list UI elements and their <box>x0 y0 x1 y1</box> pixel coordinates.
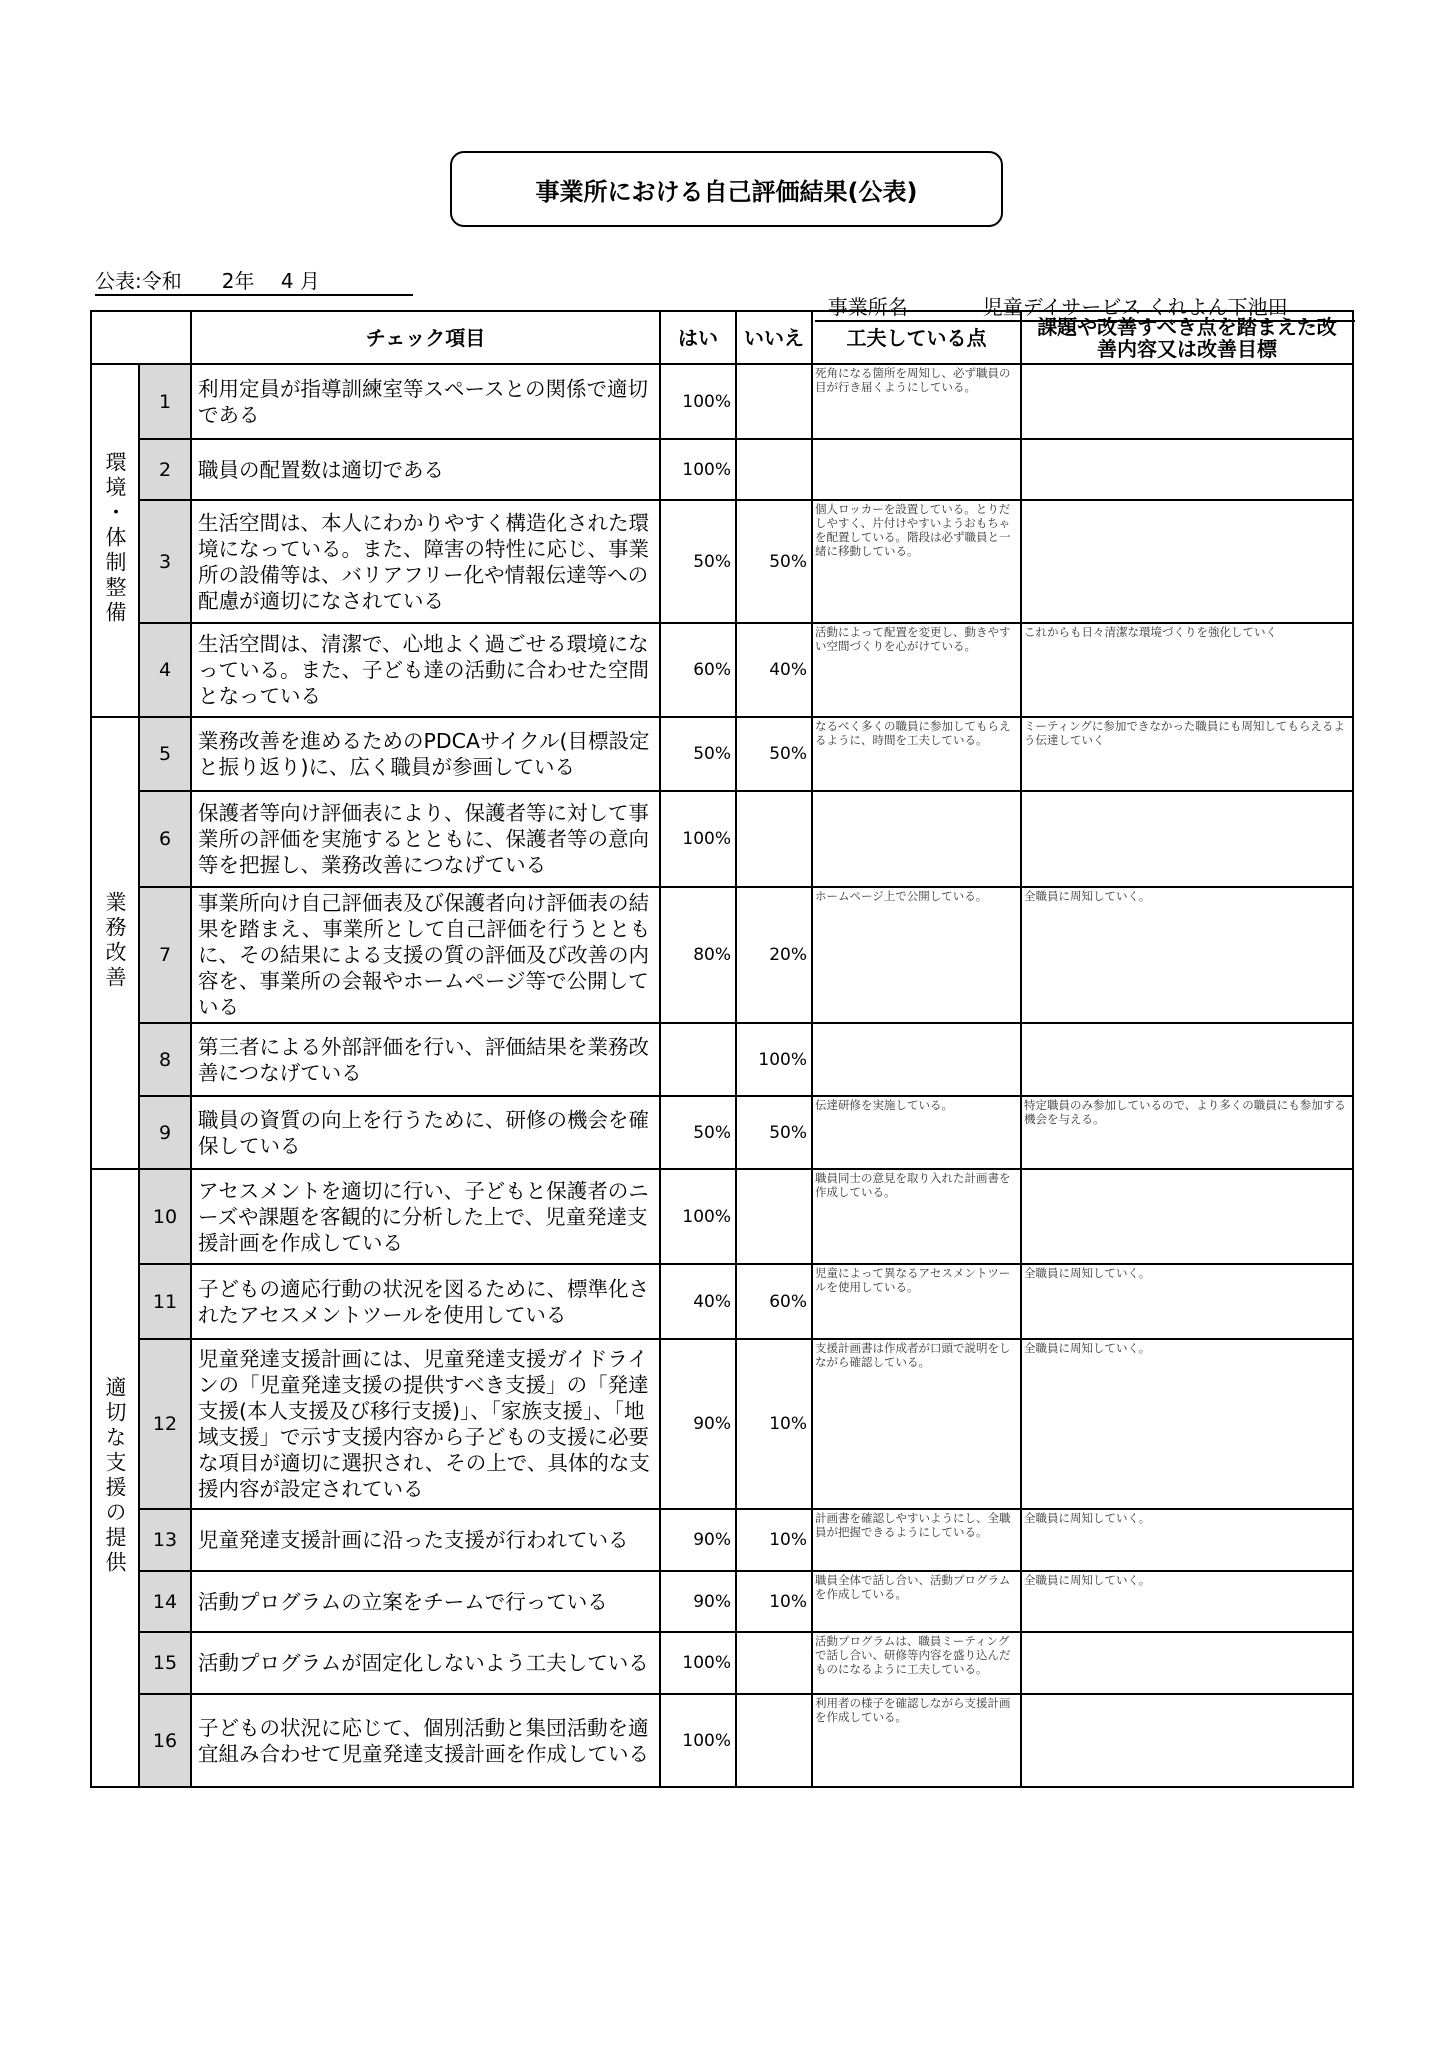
effort-note: なるべく多くの職員に参加してもらえるように、時間を工夫している。 <box>812 717 1021 791</box>
page-title: 事業所における自己評価結果(公表) <box>450 151 1003 227</box>
effort-note: 職員同士の意見を取り入れた計画書を作成している。 <box>812 1169 1021 1264</box>
category-cell <box>91 717 139 1169</box>
check-item: 第三者による外部評価を行い、評価結果を業務改善につなげている <box>191 1023 660 1096</box>
check-item: 活動プログラムが固定化しないよう工夫している <box>191 1632 660 1694</box>
effort-note: 計画書を確認しやすいようにし、全職員が把握できるようにしている。 <box>812 1509 1021 1571</box>
yes-pct: 40% <box>660 1264 736 1339</box>
issue-note: 全職員に周知していく。 <box>1021 887 1353 1023</box>
no-header: いいえ <box>736 311 812 364</box>
corner-cell <box>91 311 191 364</box>
row-number: 12 <box>139 1339 191 1509</box>
check-item: 利用定員が指導訓練室等スペースとの関係で適切である <box>191 364 660 439</box>
table-row <box>91 1264 1353 1339</box>
no-pct: 10% <box>736 1509 812 1571</box>
issue-note <box>1021 439 1353 500</box>
effort-note: 活動によって配置を変更し、動きやすい空間づくりを心がけている。 <box>812 623 1021 717</box>
table-row <box>91 791 1353 887</box>
yes-pct: 100% <box>660 1632 736 1694</box>
yes-pct: 100% <box>660 1694 736 1787</box>
issue-note <box>1021 500 1353 623</box>
yes-pct: 90% <box>660 1571 736 1632</box>
table-row <box>91 1096 1353 1169</box>
table-row <box>91 500 1353 623</box>
effort-note: 活動プログラムは、職員ミーティングで話し合い、研修等内容を盛り込んだものになるように工夫している。 <box>812 1632 1021 1694</box>
no-pct: 100% <box>736 1023 812 1096</box>
row-number: 2 <box>139 439 191 500</box>
category-cell <box>91 364 139 717</box>
category-cell <box>91 1169 139 1787</box>
issue-note <box>1021 1169 1353 1264</box>
category-label: 環境・体制整備 <box>103 451 127 626</box>
office-name: 児童デイサービス くれよん下池田 <box>982 295 1288 319</box>
row-number: 1 <box>139 364 191 439</box>
no-pct: 20% <box>736 887 812 1023</box>
check-item: 活動プログラムの立案をチームで行っている <box>191 1571 660 1632</box>
issue-note: 全職員に周知していく。 <box>1021 1339 1353 1509</box>
no-pct: 60% <box>736 1264 812 1339</box>
check-item: 職員の配置数は適切である <box>191 439 660 500</box>
no-pct <box>736 791 812 887</box>
yes-pct: 100% <box>660 439 736 500</box>
issue-note: これからも日々清潔な環境づくりを強化していく <box>1021 623 1353 717</box>
publish-date: 公表:令和 2年 4 月 <box>95 268 413 296</box>
check-item: 子どもの状況に応じて、個別活動と集団活動を適宜組み合わせて児童発達支援計画を作成している <box>191 1694 660 1787</box>
effort-note: 個人ロッカーを設置している。とりだしやすく、片付けやすいようおもちゃを配置している。階段は必ず職員と一緒に移動している。 <box>812 500 1021 623</box>
row-number: 8 <box>139 1023 191 1096</box>
row-number: 7 <box>139 887 191 1023</box>
yes-pct <box>660 1023 736 1096</box>
table-row <box>91 364 1353 439</box>
check-item: 事業所向け自己評価表及び保護者向け評価表の結果を踏まえ、事業所として自己評価を行うとともに、その結果による支援の質の評価及び改善の内容を、事業所の会報やホームページ等で公開している <box>191 887 660 1023</box>
effort-note: 利用者の様子を確認しながら支援計画を作成している。 <box>812 1694 1021 1787</box>
table-row <box>91 439 1353 500</box>
effort-note <box>812 791 1021 887</box>
issue-note: 全職員に周知していく。 <box>1021 1571 1353 1632</box>
check-header: チェック項目 <box>191 311 660 364</box>
table-header-row <box>91 311 1353 364</box>
row-number: 10 <box>139 1169 191 1264</box>
row-number: 13 <box>139 1509 191 1571</box>
table-row <box>91 1169 1353 1264</box>
issue-note: 全職員に周知していく。 <box>1021 1509 1353 1571</box>
check-item: 児童発達支援計画に沿った支援が行われている <box>191 1509 660 1571</box>
check-item: アセスメントを適切に行い、子どもと保護者のニーズや課題を客観的に分析した上で、児童発達支援計画を作成している <box>191 1169 660 1264</box>
no-pct <box>736 1169 812 1264</box>
row-number: 6 <box>139 791 191 887</box>
table-row <box>91 717 1353 791</box>
issue-note: ミーティングに参加できなかった職員にも周知してもらえるよう伝達していく <box>1021 717 1353 791</box>
no-pct: 10% <box>736 1571 812 1632</box>
no-pct: 50% <box>736 717 812 791</box>
yes-pct: 100% <box>660 1169 736 1264</box>
table-row <box>91 1571 1353 1632</box>
row-number: 11 <box>139 1264 191 1339</box>
table-row <box>91 1509 1353 1571</box>
row-number: 3 <box>139 500 191 623</box>
table-row <box>91 623 1353 717</box>
yes-pct: 100% <box>660 364 736 439</box>
yes-pct: 50% <box>660 1096 736 1169</box>
row-number: 5 <box>139 717 191 791</box>
no-pct <box>736 1694 812 1787</box>
issue-note <box>1021 1694 1353 1787</box>
check-item: 生活空間は、清潔で、心地よく過ごせる環境になっている。また、子ども達の活動に合わせた空間となっている <box>191 623 660 717</box>
issues-header: 課題や改善すべき点を踏まえた改善内容又は改善目標 <box>1021 311 1353 364</box>
issue-note <box>1021 1632 1353 1694</box>
row-number: 16 <box>139 1694 191 1787</box>
effort-note <box>812 439 1021 500</box>
check-item: 業務改善を進めるためのPDCAサイクル(目標設定と振り返り)に、広く職員が参画している <box>191 717 660 791</box>
no-pct <box>736 1632 812 1694</box>
issue-note: 特定職員のみ参加しているので、より多くの職員にも参加する機会を与える。 <box>1021 1096 1353 1169</box>
effort-header: 工夫している点 <box>812 311 1021 364</box>
row-number: 14 <box>139 1571 191 1632</box>
effort-note: 児童によって異なるアセスメントツールを使用している。 <box>812 1264 1021 1339</box>
issue-note <box>1021 1023 1353 1096</box>
table-row <box>91 887 1353 1023</box>
office-label: 事業所名 <box>827 295 908 319</box>
evaluation-table <box>90 310 1354 1788</box>
issue-note: 全職員に周知していく。 <box>1021 1264 1353 1339</box>
no-pct: 50% <box>736 500 812 623</box>
row-number: 4 <box>139 623 191 717</box>
check-item: 児童発達支援計画には、児童発達支援ガイドラインの「児童発達支援の提供すべき支援」の「発達支援(本人支援及び移行支援)」、「家族支援」、「地域支援」で示す支援内容から子どもの支援に必要な項目が適切に選択され、その上で、具体的な支援内容が設定されている <box>191 1339 660 1509</box>
yes-pct: 80% <box>660 887 736 1023</box>
row-number: 15 <box>139 1632 191 1694</box>
effort-note <box>812 1023 1021 1096</box>
yes-pct: 90% <box>660 1509 736 1571</box>
check-item: 職員の資質の向上を行うために、研修の機会を確保している <box>191 1096 660 1169</box>
no-pct: 10% <box>736 1339 812 1509</box>
category-label: 業務改善 <box>103 891 127 991</box>
no-pct: 50% <box>736 1096 812 1169</box>
check-item: 生活空間は、本人にわかりやすく構造化された環境になっている。また、障害の特性に応じ、事業所の設備等は、バリアフリー化や情報伝達等への配慮が適切になされている <box>191 500 660 623</box>
issue-note <box>1021 364 1353 439</box>
check-item: 保護者等向け評価表により、保護者等に対して事業所の評価を実施するとともに、保護者等の意向等を把握し、業務改善につなげている <box>191 791 660 887</box>
row-number: 9 <box>139 1096 191 1169</box>
effort-note: ホームページ上で公開している。 <box>812 887 1021 1023</box>
table-row <box>91 1694 1353 1787</box>
yes-pct: 90% <box>660 1339 736 1509</box>
no-pct <box>736 364 812 439</box>
issue-note <box>1021 791 1353 887</box>
yes-pct: 100% <box>660 791 736 887</box>
no-pct <box>736 439 812 500</box>
yes-pct: 60% <box>660 623 736 717</box>
yes-header: はい <box>660 311 736 364</box>
table-row <box>91 1632 1353 1694</box>
effort-note: 支援計画書は作成者が口頭で説明をしながら確認している。 <box>812 1339 1021 1509</box>
no-pct: 40% <box>736 623 812 717</box>
table-row <box>91 1023 1353 1096</box>
check-item: 子どもの適応行動の状況を図るために、標準化されたアセスメントツールを使用している <box>191 1264 660 1339</box>
effort-note: 伝達研修を実施している。 <box>812 1096 1021 1169</box>
yes-pct: 50% <box>660 500 736 623</box>
table-row <box>91 1339 1353 1509</box>
category-label: 適切な支援の提供 <box>103 1376 127 1576</box>
yes-pct: 50% <box>660 717 736 791</box>
effort-note: 死角になる箇所を周知し、必ず職員の目が行き届くようにしている。 <box>812 364 1021 439</box>
effort-note: 職員全体で話し合い、活動プログラムを作成している。 <box>812 1571 1021 1632</box>
